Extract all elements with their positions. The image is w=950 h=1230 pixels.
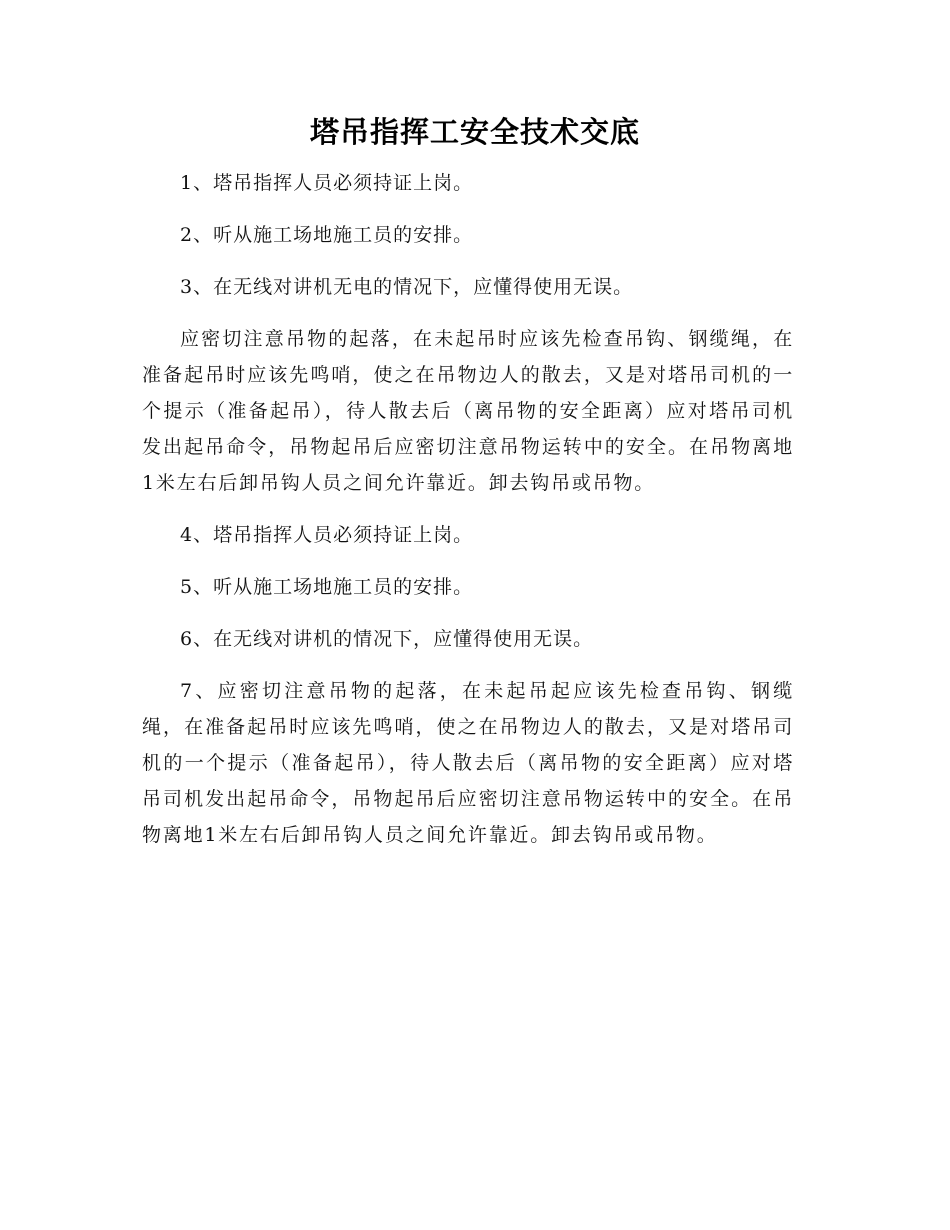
paragraph-2: 2、听从施工场地施工员的安排。 (180, 224, 474, 246)
paragraph-8: 7、应密切注意吊物的起落，在未起吊起应该先检查吊钩、钢缆绳，在准备起吊时应该先鸣哨，使之在吊物边人的散去，又是对塔吊司机的一个提示（准备起吊），待人散去后（离吊物的安全距离）应对塔吊司机发出起吊命令，吊物起吊后应密切注意吊物运转中的安全。在吊物离地1米左右后卸吊钩人员之间允许靠近。卸去钩吊或吊物。 (142, 680, 794, 846)
document-body (142, 165, 794, 869)
paragraph-1: 1、塔吊指挥人员必须持证上岗。 (180, 172, 474, 194)
paragraph-3: 3、在无线对讲机无电的情况下，应懂得使用无误。 (180, 276, 634, 298)
paragraph-4: 应密切注意吊物的起落，在未起吊时应该先检查吊钩、钢缆绳，在准备起吊时应该先鸣哨，使之在吊物边人的散去，又是对塔吊司机的一个提示（准备起吊），待人散去后（离吊物的安全距离）应对塔吊司机发出起吊命令，吊物起吊后应密切注意吊物运转中的安全。在吊物离地1米左右后卸吊钩人员之间允许靠近。卸去钩吊或吊物。 (142, 328, 794, 494)
paragraph-6: 5、听从施工场地施工员的安排。 (180, 576, 474, 598)
document-title: 塔吊指挥工安全技术交底 (309, 115, 640, 149)
paragraph-5: 4、塔吊指挥人员必须持证上岗。 (180, 524, 474, 546)
paragraph-7: 6、在无线对讲机的情况下，应懂得使用无误。 (180, 628, 594, 650)
